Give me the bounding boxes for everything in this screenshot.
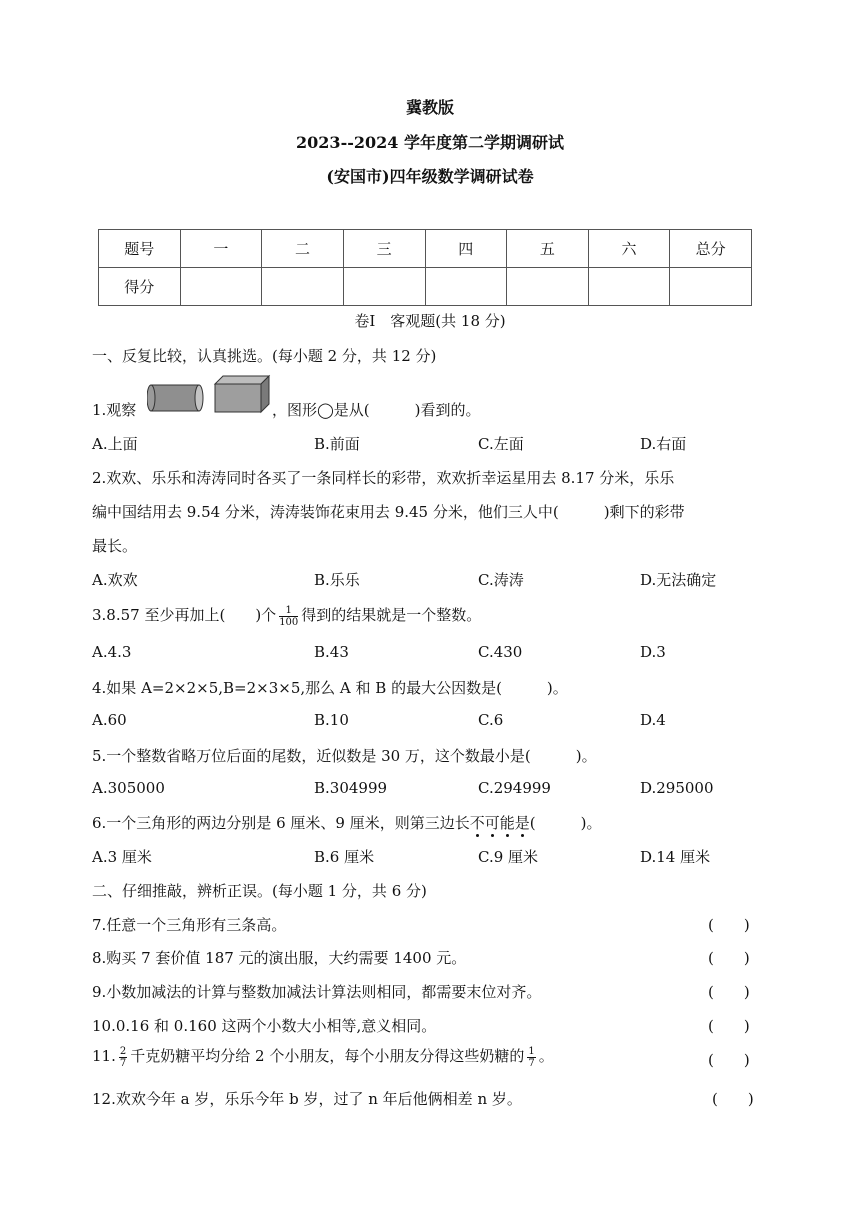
- q10-answer-mark[interactable]: ( ): [708, 1017, 750, 1035]
- score-input-cell[interactable]: [425, 268, 507, 306]
- q9-answer-mark[interactable]: ( ): [708, 983, 750, 1001]
- score-table-header-row: [99, 230, 752, 268]
- paper-title: (安国市)四年级数学调研试卷: [326, 167, 534, 186]
- q6-suffix: ( )。: [529, 814, 602, 832]
- q10-text: 10.0.16 和 0.160 这两个小数大小相等,意义相同。: [92, 1017, 437, 1035]
- q3-option-a[interactable]: A.4.3: [92, 643, 132, 661]
- table-cell: 得分: [99, 268, 181, 306]
- q7-text: 7.任意一个三角形有三条高。: [92, 916, 287, 934]
- fraction-numerator: 2: [119, 1045, 127, 1057]
- q3-suffix: 得到的结果就是一个整数。: [301, 606, 482, 624]
- q1-prefix: 1.观察: [92, 401, 137, 419]
- fraction: [527, 1046, 535, 1069]
- fraction-numerator: 1: [279, 605, 298, 617]
- score-input-cell[interactable]: [343, 268, 425, 306]
- q11-answer-mark[interactable]: ( ): [708, 1051, 750, 1069]
- table-cell: 五: [507, 230, 589, 268]
- q11-middle: 千克奶糖平均分给 2 个小朋友，每个小朋友分得这些奶糖的: [130, 1047, 525, 1065]
- fraction-denominator: 7: [119, 1057, 127, 1069]
- q6-prefix: 6.一个三角形的两边分别是 6 厘米、9 厘米，则第三边长: [92, 814, 470, 832]
- q6-option-b[interactable]: B.6 厘米: [314, 848, 375, 866]
- q12-text: 12.欢欢今年 a 岁，乐乐今年 b 岁，过了 n 年后他俩相差 n 岁。: [92, 1090, 522, 1108]
- q11-suffix: 。: [538, 1047, 554, 1065]
- fraction: [119, 1046, 127, 1069]
- score-table: [98, 229, 752, 306]
- fraction-numerator: 1: [528, 1045, 535, 1057]
- q2-option-c[interactable]: C.涛涛: [478, 571, 524, 589]
- emphasis-char: 能: [499, 814, 515, 832]
- q5-text: 5.一个整数省略万位后面的尾数，近似数是 30 万，这个数最小是( )。: [92, 747, 597, 765]
- table-cell: 总分: [670, 230, 752, 268]
- q1-option-b[interactable]: B.前面: [314, 435, 360, 453]
- q2-option-d[interactable]: D.无法确定: [640, 571, 717, 589]
- score-input-cell[interactable]: [180, 268, 262, 306]
- q11-prefix: 11.: [92, 1047, 116, 1065]
- q6-option-c[interactable]: C.9 厘米: [478, 848, 539, 866]
- q9-text: 9.小数加减法的计算与整数加减法计算法则相同，都需要末位对齐。: [92, 983, 542, 1001]
- part1-title: 卷Ⅰ 客观题(共 18 分): [354, 312, 506, 330]
- q6-text: [92, 812, 602, 833]
- q1-suffix: ，图形◯是从( )看到的。: [272, 401, 481, 419]
- fraction-denominator: 7: [528, 1057, 535, 1069]
- q6-option-a[interactable]: A.3 厘米: [92, 848, 152, 866]
- score-input-cell[interactable]: [507, 268, 589, 306]
- table-cell: 题号: [99, 230, 181, 268]
- q3-text: [92, 604, 481, 628]
- q1-option-c[interactable]: C.左面: [478, 435, 524, 453]
- table-cell: 四: [425, 230, 507, 268]
- q3-option-d[interactable]: D.3: [640, 643, 666, 661]
- q11-text: [92, 1045, 554, 1069]
- q6-option-d[interactable]: D.14 厘米: [640, 848, 711, 866]
- edition-title: 冀教版: [405, 98, 454, 117]
- fraction: [279, 605, 298, 628]
- table-cell: 三: [343, 230, 425, 268]
- q5-option-d[interactable]: D.295000: [640, 779, 714, 797]
- emphasis-char: 可: [484, 814, 500, 832]
- q3-option-c[interactable]: C.430: [478, 643, 523, 661]
- cylinder-figure: [147, 382, 205, 414]
- score-input-cell[interactable]: [262, 268, 344, 306]
- q2-option-a[interactable]: A.欢欢: [92, 571, 138, 589]
- fraction-denominator: 100: [279, 616, 299, 628]
- q3-option-b[interactable]: B.43: [314, 643, 349, 661]
- q4-option-c[interactable]: C.6: [478, 711, 504, 729]
- q4-text: 4.如果 A=2×2×5,B=2×3×5,那么 A 和 B 的最大公因数是( )。: [92, 679, 568, 697]
- score-input-cell[interactable]: [670, 268, 752, 306]
- q4-option-b[interactable]: B.10: [314, 711, 349, 729]
- section1-title: 一、反复比较，认真挑选。(每小题 2 分，共 12 分): [92, 347, 437, 365]
- q4-option-a[interactable]: A.60: [92, 711, 127, 729]
- q12-answer-mark[interactable]: ( ): [712, 1090, 754, 1108]
- q5-option-a[interactable]: A.305000: [92, 779, 165, 797]
- q3-prefix: 3.8.57 至少再加上( )个: [92, 606, 277, 624]
- table-cell: 六: [588, 230, 670, 268]
- emphasis-char: 是: [514, 814, 530, 832]
- q2-line3: 最长。: [92, 537, 138, 555]
- q2-line2: 编中国结用去 9.54 分米，涛涛装饰花束用去 9.45 分米，他们三人中( )剩下的彩带: [92, 503, 685, 521]
- score-input-cell[interactable]: [588, 268, 670, 306]
- table-cell: 一: [180, 230, 262, 268]
- q4-option-d[interactable]: D.4: [640, 711, 666, 729]
- q1-option-a[interactable]: A.上面: [92, 435, 138, 453]
- q8-text: 8.购买 7 套价值 187 元的演出服，大约需要 1400 元。: [92, 949, 467, 967]
- emphasis-char: 不: [469, 814, 485, 832]
- q1-option-d[interactable]: D.右面: [640, 435, 687, 453]
- table-cell: 二: [262, 230, 344, 268]
- q2-option-b[interactable]: B.乐乐: [314, 571, 360, 589]
- section2-title: 二、仔细推敲，辨析正误。(每小题 1 分，共 6 分): [92, 882, 427, 900]
- term-title: 2023--2024 学年度第二学期调研试: [296, 133, 564, 152]
- score-table-score-row: [99, 268, 752, 306]
- q7-answer-mark[interactable]: ( ): [708, 916, 750, 934]
- q5-option-b[interactable]: B.304999: [314, 779, 388, 797]
- cuboid-figure: [213, 374, 271, 414]
- q8-answer-mark[interactable]: ( ): [708, 949, 750, 967]
- q2-line1: 2.欢欢、乐乐和涛涛同时各买了一条同样长的彩带，欢欢折幸运星用去 8.17 分米，乐乐: [92, 469, 675, 487]
- q5-option-c[interactable]: C.294999: [478, 779, 551, 797]
